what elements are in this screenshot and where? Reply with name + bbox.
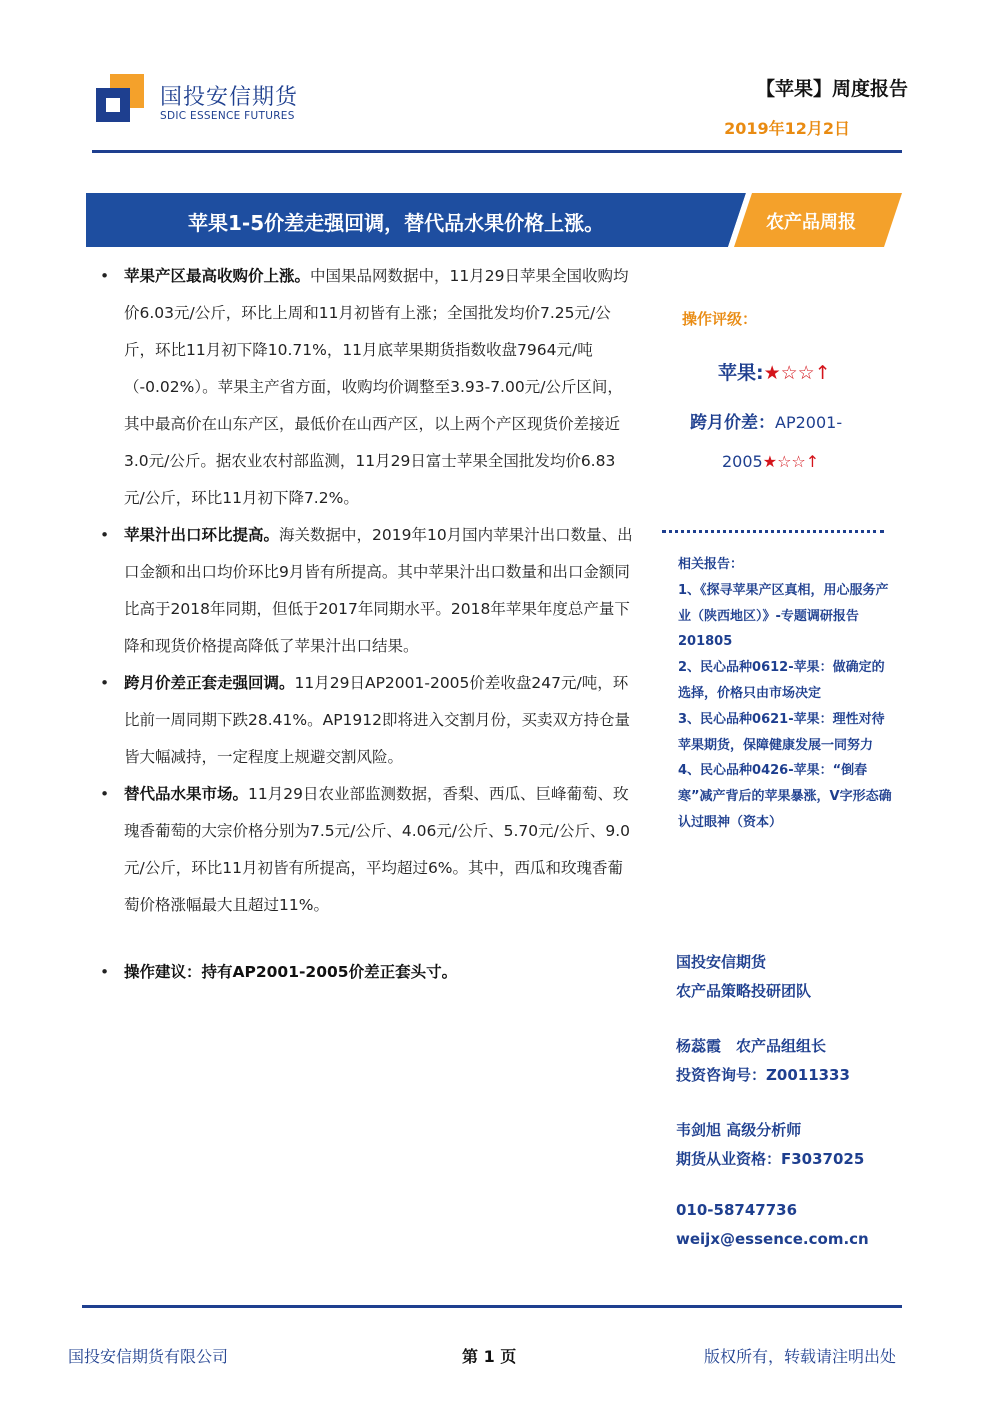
related-report-link[interactable]: 1、《探寻苹果产区真相，用心服务产业（陕西地区）》-专题调研报告 201805: [678, 582, 889, 650]
item-heading: 替代品水果市场。: [124, 785, 249, 803]
contact-phone: 010-58747736: [676, 1201, 798, 1219]
bullet-icon: •: [100, 674, 110, 692]
footer-company: 国投安信期货有限公司: [68, 1347, 229, 1366]
item-heading: 苹果汁出口环比提高。: [124, 526, 280, 544]
list-item: [100, 258, 636, 517]
footer-divider: [82, 1305, 902, 1308]
team-name: 农产品策略投研团队: [676, 982, 812, 1000]
item-heading: 苹果产区最高收购价上涨。: [124, 267, 311, 285]
bullet-icon: •: [100, 267, 110, 285]
dotted-divider: [662, 530, 884, 533]
related-report-link[interactable]: 2、民心品种0612-苹果：做确定的选择，价格只由市场决定: [678, 660, 885, 701]
contact-email[interactable]: weijx@essence.com.cn: [676, 1230, 869, 1248]
item-text: 中国果品网数据中，11月29日苹果全国收购均价6.03元/公斤，环比上周和11月初皆有上涨；全国批发均价7.25元/公斤，环比11月初下降10.71%，11月底苹果期货指数收盘7964元/吨（-0.02%）。苹果主产省方面，收购均价调整至3.93-7.00元/公斤区间，其中最高价在山东产区，最低价在山西产区，以上两个产区现货价差接近3.0元/公斤。据农业农村部监测，11月29日富士苹果全国批发均价6.83元/公斤，环比11月初下降7.2%。: [124, 267, 629, 507]
report-type: 【苹果】周度报告: [755, 78, 908, 100]
star-rating-icon: ★☆☆↑: [762, 452, 820, 471]
report-category-tag: 农产品周报: [766, 212, 856, 233]
related-heading: 相关报告：: [678, 557, 744, 572]
list-item: [100, 776, 636, 924]
main-content: [100, 258, 636, 991]
advice-text: 操作建议：持有AP2001-2005价差正套头寸。: [124, 963, 458, 981]
bullet-icon: •: [100, 785, 110, 803]
related-report-link[interactable]: 3、民心品种0621-苹果：理性对待苹果期货，保障健康发展一同努力: [678, 711, 885, 753]
bullet-icon: •: [100, 963, 110, 981]
item-heading: 跨月价差正套走强回调。: [124, 674, 295, 692]
title-banner: [86, 193, 902, 247]
apple-rating: [718, 358, 831, 385]
footer-copyright: 版权所有，转载请注明出处: [704, 1347, 897, 1366]
header-divider: [92, 150, 902, 153]
analyst-license: 期货从业资格：F3037025: [676, 1150, 865, 1168]
page-number: 第 1 页: [462, 1347, 517, 1366]
item-text: 11月29日农业部监测数据，香梨、西瓜、巨峰葡萄、玫瑰香葡萄的大宗价格分别为7.5元/公斤、4.06元/公斤、5.70元/公斤、9.0元/公斤，环比11月初皆有所提高，平均超过6%。其中，西瓜和玫瑰香葡萄价格涨幅最大且超过11%。: [124, 785, 630, 914]
spread-rating-line2: [722, 452, 819, 471]
bullet-icon: •: [100, 526, 110, 544]
logo-chinese-name: 国投安信期货: [160, 85, 299, 110]
team-info: [676, 948, 869, 1254]
report-date: 2019年12月2日: [724, 119, 850, 138]
operation-advice: [100, 954, 636, 991]
related-reports: [678, 552, 896, 836]
spread-contract-end: 2005: [722, 452, 763, 471]
company-logo: [96, 74, 306, 130]
item-text: 11月29日AP2001-2005价差收盘247元/吨，环比前一周同期下跌28.41%。AP1912即将进入交割月份，买卖双方持仓量皆大幅减持，一定程度上规避交割风险。: [124, 674, 630, 766]
rating-heading: 操作评级：: [682, 310, 758, 328]
spread-contract: AP2001-: [775, 413, 843, 432]
logo-mark-icon: [96, 74, 144, 122]
item-text: 海关数据中，2019年10月国内苹果汁出口数量、出口金额和出口均价环比9月皆有所提高。其中苹果汁出口数量和出口金额同比高于2018年同期，但低于2017年同期水平。2018年苹果年度总产量下降和现货价格提高降低了苹果汁出口结果。: [124, 526, 633, 655]
spread-rating-label: 跨月价差：: [690, 413, 775, 433]
related-report-link[interactable]: 4、民心品种0426-苹果：“倒春寒”减产背后的苹果暴涨，V字形态确认过眼神（资本）: [678, 763, 892, 830]
logo-english-name: SDIC ESSENCE FUTURES: [160, 110, 295, 122]
spread-rating: [690, 408, 842, 433]
list-item: [100, 517, 636, 665]
apple-rating-label: 苹果:: [718, 362, 764, 384]
analyst-name: 杨蕊霞 农产品组组长: [676, 1037, 827, 1055]
team-company: 国投安信期货: [676, 953, 767, 971]
analyst-name: 韦剑旭 高级分析师: [676, 1121, 802, 1139]
analyst-license: 投资咨询号：Z0011333: [676, 1066, 850, 1084]
report-headline: 苹果1-5价差走强回调，替代品水果价格上涨。: [188, 211, 605, 235]
star-rating-icon: ★☆☆↑: [763, 362, 831, 384]
list-item: [100, 665, 636, 776]
